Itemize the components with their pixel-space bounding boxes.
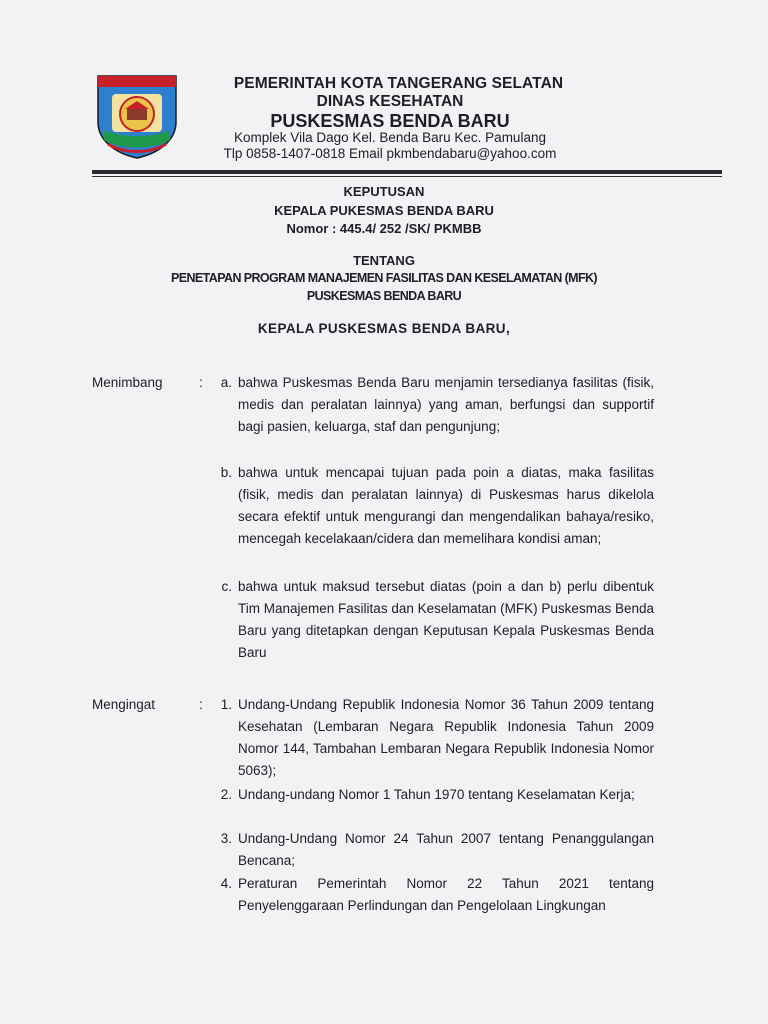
decree-subject-line-2: PUSKESMAS BENDA BARU [306, 289, 462, 303]
menimbang-colon: : [199, 375, 203, 390]
mengingat-label: Mengingat [92, 697, 156, 712]
menimbang-item-b: bahwa untuk mencapai tujuan pada poin a diatas, maka fasilitas (fisik, medis dan peralatan lainnya) di Puskesmas harus dikelola secara efektif untuk mengurangi dan mengendalikan bahaya/resiko, mencegah kecelakaan/cidera dan memelihara kondisi aman; [238, 465, 654, 546]
decree-about-heading: TENTANG [353, 253, 415, 268]
decree-number: Nomor : 445.4/ 252 /SK/ PKMBB [286, 221, 482, 236]
decree-heading: KEPUTUSAN [343, 184, 425, 199]
menimbang-item-a: bahwa Puskesmas Benda Baru menjamin tersedianya fasilitas (fisik, medis dan peralatan lainnya) yang aman, berfungsi dan supportif bagi pasien, keluarga, staf dan pengunjung; [238, 375, 654, 434]
menimbang-marker-c: c. [221, 579, 232, 594]
letterhead-institution: PUSKESMAS BENDA BARU [270, 111, 510, 131]
decree-issuer: KEPALA PUSKESMAS BENDA BARU, [257, 321, 511, 336]
menimbang-item-c: bahwa untuk maksud tersebut diatas (poin a dan b) perlu dibentuk Tim Manajemen Fasilitas dan Keselamatan (MFK) Puskesmas Benda Baru yang ditetapkan dengan Keputusan Kepala Puskesmas Benda Baru [238, 579, 654, 660]
mengingat-marker-4: 4. [220, 876, 232, 891]
letterhead-address: Komplek Vila Dago Kel. Benda Baru Kec. Pamulang [234, 130, 546, 145]
decree-issuer-heading: KEPALA PUKESMAS BENDA BARU [274, 203, 494, 218]
letterhead-government: PEMERINTAH KOTA TANGERANG SELATAN [233, 75, 564, 92]
mengingat-marker-1: 1. [220, 697, 232, 712]
mengingat-item-3: Undang-Undang Nomor 24 Tahun 2007 tentang Penanggulangan Bencana; [238, 831, 654, 868]
letterhead-divider [92, 170, 722, 174]
letterhead-contact: Tlp 0858-1407-0818 Email pkmbendabaru@yahoo.com [223, 146, 557, 161]
mengingat-colon: : [199, 697, 203, 712]
mengingat-marker-2: 2. [220, 787, 232, 802]
mengingat-marker-3: 3. [220, 831, 232, 846]
mengingat-item-1: Undang-Undang Republik Indonesia Nomor 36 Tahun 2009 tentang Kesehatan (Lembaran Negara Republik Indonesia Tahun 2009 Nomor 144, Tambahan Lembaran Negara Republik Indonesia Nomor 5063); [238, 697, 654, 778]
decree-subject-line-1: PENETAPAN PROGRAM MANAJEMEN FASILITAS DAN KESELAMATAN (MFK) [171, 271, 597, 285]
city-emblem-logo [94, 72, 180, 160]
mengingat-item-4: Peraturan Pemerintah Nomor 22 Tahun 2021 tentang Penyelenggaraan Perlindungan dan Pengelolaan Lingkungan [238, 876, 654, 913]
mengingat-item-2: Undang-undang Nomor 1 Tahun 1970 tentang Keselamatan Kerja; [238, 787, 635, 802]
menimbang-marker-a: a. [220, 375, 232, 390]
menimbang-label: Menimbang [92, 375, 163, 390]
menimbang-marker-b: b. [220, 465, 232, 480]
letterhead-divider-thin [92, 176, 722, 177]
letterhead-department: DINAS KESEHATAN [316, 93, 464, 110]
